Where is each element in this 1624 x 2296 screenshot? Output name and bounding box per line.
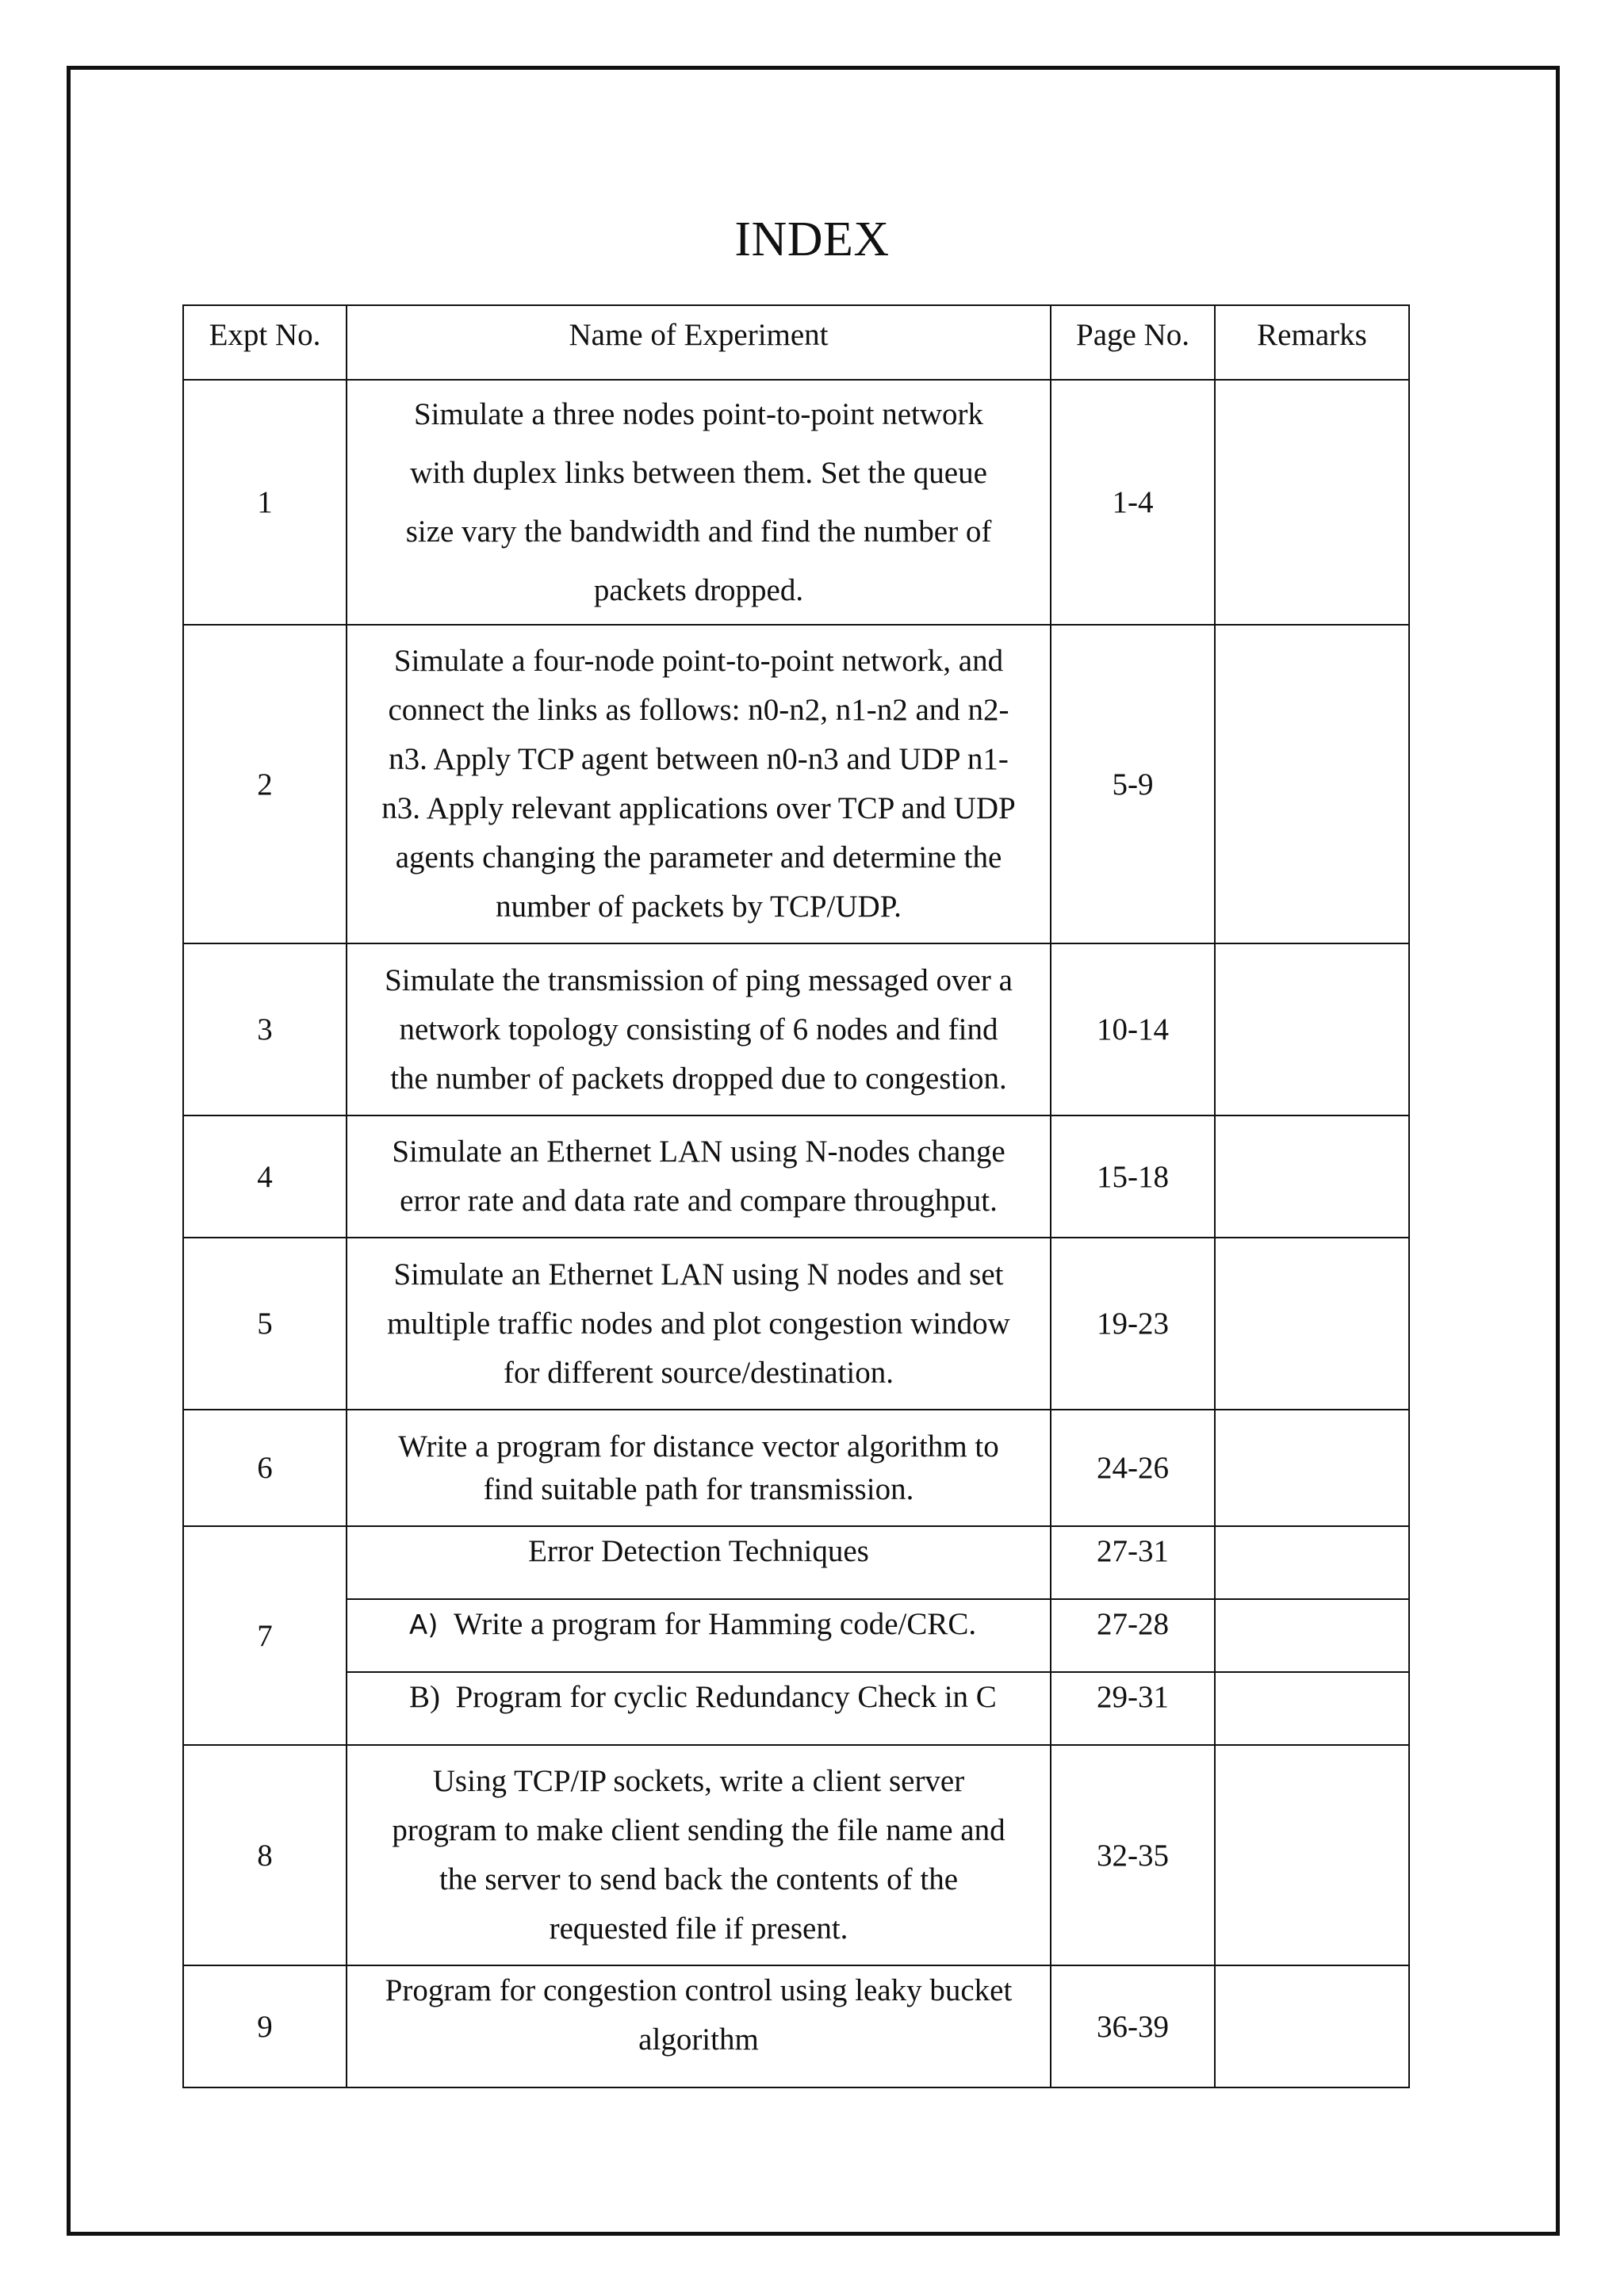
expt-number: 9 (183, 1965, 347, 2087)
experiment-name-line: multiple traffic nodes and plot congestion window (387, 1306, 1010, 1341)
page-range: 27-31 (1051, 1526, 1215, 1599)
experiment-name (347, 1238, 1051, 1410)
header-remarks: Remarks (1215, 305, 1409, 380)
experiment-name-line: for different source/destination. (503, 1355, 894, 1390)
page-range: 19-23 (1051, 1238, 1215, 1410)
table-subrow (183, 1599, 1409, 1672)
expt-number: 6 (183, 1410, 347, 1526)
expt-number: 2 (183, 625, 347, 943)
experiment-name-line: agents changing the parameter and determine the (395, 840, 1002, 874)
experiment-name (347, 1745, 1051, 1965)
page-range: 32-35 (1051, 1745, 1215, 1965)
remarks-cell (1215, 1965, 1409, 2087)
table-row (183, 943, 1409, 1115)
page-range: 5-9 (1051, 625, 1215, 943)
page-title: INDEX (734, 212, 890, 266)
table-row (183, 1526, 1409, 1599)
remarks-cell (1215, 1526, 1409, 1599)
page-range: 1-4 (1051, 380, 1215, 625)
page-range: 24-26 (1051, 1410, 1215, 1526)
sub-item-text: Program for cyclic Redundancy Check in C (455, 1680, 997, 1714)
remarks-cell (1215, 1238, 1409, 1410)
experiment-name-line: Using TCP/IP sockets, write a client server (432, 1764, 965, 1798)
experiment-name: Error Detection Techniques (347, 1526, 1051, 1599)
experiment-name-line: algorithm (638, 2022, 759, 2057)
experiment-name-line: Simulate an Ethernet LAN using N nodes and set (393, 1257, 1004, 1292)
experiment-name-line: number of packets by TCP/UDP. (496, 890, 902, 924)
experiment-name-line: connect the links as follows: n0-n2, n1-n2 and n2- (388, 693, 1009, 727)
page-range: 10-14 (1051, 943, 1215, 1115)
experiment-name-line: n3. Apply TCP agent between n0-n3 and UDP n1- (389, 742, 1009, 776)
experiment-name-line: with duplex links between them. Set the queue (410, 455, 987, 490)
experiment-name-line: size vary the bandwidth and find the number of (405, 514, 992, 549)
remarks-cell (1215, 380, 1409, 625)
remarks-cell (1215, 625, 1409, 943)
sub-item-marker: B) (409, 1680, 440, 1714)
experiment-name-line: Write a program for distance vector algorithm to (398, 1429, 999, 1464)
remarks-cell (1215, 1745, 1409, 1965)
remarks-cell (1215, 1599, 1409, 1672)
table-row (183, 1115, 1409, 1238)
sub-item-marker: A) (409, 1609, 439, 1641)
page-range: 15-18 (1051, 1115, 1215, 1238)
experiment-name (347, 1115, 1051, 1238)
table-row (183, 1745, 1409, 1965)
experiment-name-line: Program for congestion control using leaky bucket (385, 1973, 1013, 2007)
remarks-cell (1215, 1115, 1409, 1238)
page-range: 27-28 (1051, 1599, 1215, 1672)
experiment-name-line: Simulate an Ethernet LAN using N-nodes change (392, 1135, 1005, 1169)
experiment-name-line: find suitable path for transmission. (483, 1471, 914, 1506)
expt-number: 3 (183, 943, 347, 1115)
remarks-cell (1215, 1410, 1409, 1526)
table-row (183, 1410, 1409, 1526)
experiment-name (347, 943, 1051, 1115)
experiment-name-line: requested file if present. (549, 1911, 848, 1946)
sub-item-text: Write a program for Hamming code/CRC. (454, 1607, 977, 1641)
experiment-name-line: Simulate a three nodes point-to-point network (413, 396, 984, 431)
experiment-name-line: error rate and data rate and compare throughput. (400, 1184, 998, 1218)
index-table (182, 304, 1410, 2088)
expt-number: 8 (183, 1745, 347, 1965)
expt-number: 5 (183, 1238, 347, 1410)
table-row (183, 1965, 1409, 2087)
experiment-name-line: n3. Apply relevant applications over TCP and UDP (381, 791, 1016, 825)
table-row (183, 380, 1409, 625)
table-row (183, 625, 1409, 943)
experiment-name-line: the number of packets dropped due to congestion. (390, 1061, 1007, 1096)
experiment-name-line: Simulate the transmission of ping messaged over a (385, 962, 1013, 997)
header-expt-no: Expt No. (183, 305, 347, 380)
sub-experiment-name (347, 1672, 1051, 1745)
experiment-name (347, 625, 1051, 943)
page-range: 36-39 (1051, 1965, 1215, 2087)
header-name-of-experiment: Name of Experiment (347, 305, 1051, 380)
experiment-name-line: the server to send back the contents of the (439, 1862, 959, 1896)
experiment-name-line: Simulate a four-node point-to-point network, and (393, 644, 1004, 678)
remarks-cell (1215, 943, 1409, 1115)
header-page-no: Page No. (1051, 305, 1215, 380)
experiment-name-line: packets dropped. (593, 572, 804, 607)
experiment-name-line: network topology consisting of 6 nodes and find (399, 1012, 998, 1047)
expt-number: 1 (183, 380, 347, 625)
expt-number: 4 (183, 1115, 347, 1238)
table-header-row (183, 305, 1409, 380)
page-range: 29-31 (1051, 1672, 1215, 1745)
table-subrow (183, 1672, 1409, 1745)
experiment-name (347, 1965, 1051, 2087)
table-row (183, 1238, 1409, 1410)
experiment-name (347, 1410, 1051, 1526)
sub-experiment-name (347, 1599, 1051, 1672)
experiment-name-line: program to make client sending the file name and (392, 1813, 1005, 1847)
experiment-name (347, 380, 1051, 625)
remarks-cell (1215, 1672, 1409, 1745)
expt-number: 7 (183, 1526, 347, 1745)
